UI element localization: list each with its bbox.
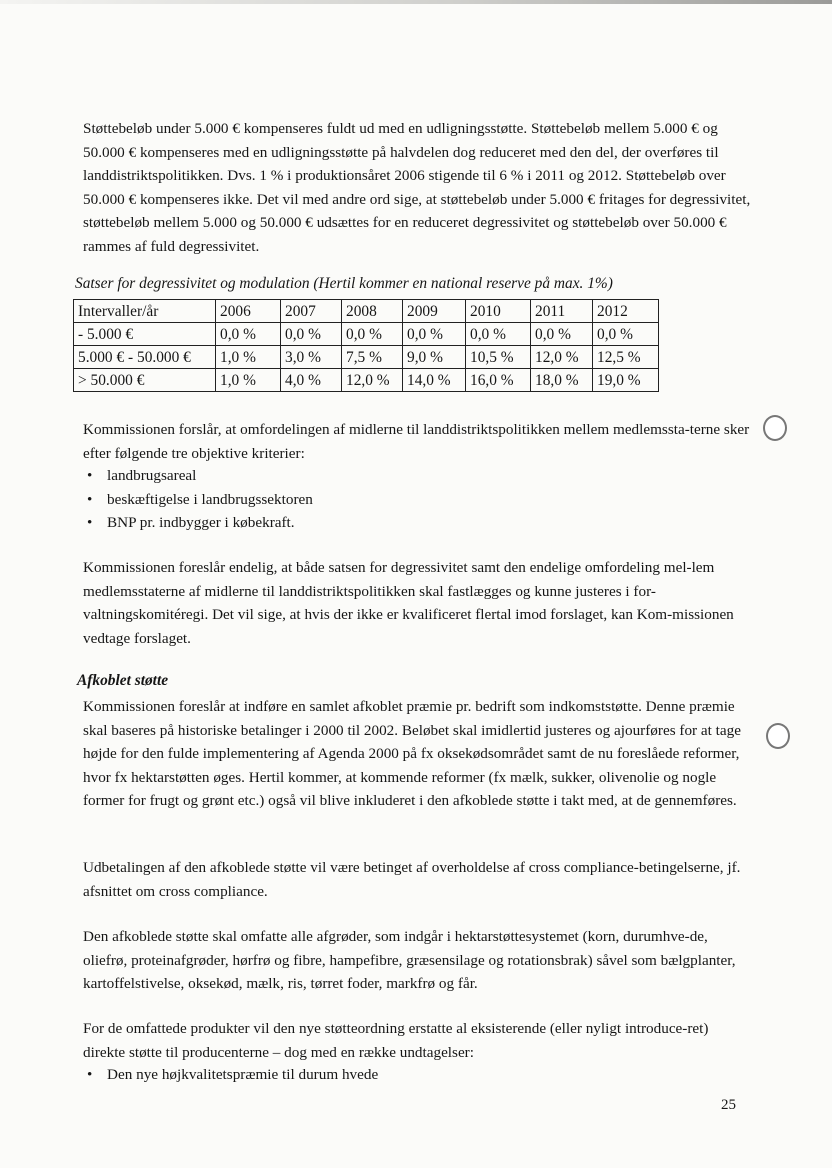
- table-cell: 5.000 € - 50.000 €: [74, 346, 216, 369]
- table-cell: - 5.000 €: [74, 323, 216, 346]
- page-number: 25: [721, 1097, 736, 1113]
- table-cell: 12,5 %: [593, 346, 659, 369]
- table-cell: 10,5 %: [466, 346, 531, 369]
- table-caption: Satser for degressivitet og modulation (Hertil kommer en national reserve på max. 1%): [75, 275, 613, 292]
- paragraph-omfordeling: Kommissionen forslår, at omfordelingen af midlerne til landdistriktspolitikken mellem medlemssta-terne sker efter følgende tre objektive kriterier:: [83, 421, 750, 462]
- table-cell: 0,0 %: [531, 323, 593, 346]
- table-cell: 0,0 %: [281, 323, 342, 346]
- table-row: [74, 369, 659, 392]
- table-cell: 3,0 %: [281, 346, 342, 369]
- table-cell: 12,0 %: [342, 369, 403, 392]
- table-cell: 14,0 %: [403, 369, 466, 392]
- table-cell: 0,0 %: [466, 323, 531, 346]
- table-header-cell: 2012: [593, 300, 659, 323]
- table-cell: 7,5 %: [342, 346, 403, 369]
- table-header-cell: 2008: [342, 300, 403, 323]
- table-header-cell: 2006: [216, 300, 281, 323]
- table-header-cell: 2009: [403, 300, 466, 323]
- paragraph-endelig: Kommissionen foreslår endelig, at både satsen for degressivitet samt den endelige omfordeling mel-lem medlemsstaterne af midlerne til landdistriktspolitikken skal fastlægges og kunne justeres i for-valtningskomitéregi. Det vil sige, at hvis der ikke er kvalificeret flertal imod forslaget, kan Kom-missionen vedtage forslaget.: [83, 559, 734, 647]
- list-item: • landbrugsareal: [83, 464, 313, 488]
- table-header-row: [74, 300, 659, 323]
- table-cell: 1,0 %: [216, 346, 281, 369]
- scan-top-edge: [0, 0, 832, 4]
- table-header-cell: Intervaller/år: [74, 300, 216, 323]
- punch-hole-upper: [763, 415, 787, 441]
- criteria-list: [83, 464, 313, 535]
- table-cell: 19,0 %: [593, 369, 659, 392]
- table-row: [74, 346, 659, 369]
- paragraph-omfattede-produkter: For de omfattede produkter vil den nye støtteordning erstatte al eksisterende (eller nyligt introduce-ret) direkte støtte til producenterne – dog med en række undtagelser:: [83, 1020, 709, 1061]
- table-cell: 9,0 %: [403, 346, 466, 369]
- table-cell: 0,0 %: [216, 323, 281, 346]
- table-cell: > 50.000 €: [74, 369, 216, 392]
- table-cell: 0,0 %: [593, 323, 659, 346]
- table-header-cell: 2011: [531, 300, 593, 323]
- table-header-cell: 2010: [466, 300, 531, 323]
- table-cell: 16,0 %: [466, 369, 531, 392]
- paragraph-udbetaling: Udbetalingen af den afkoblede støtte vil være betinget af overholdelse af cross compliance-betingelserne, jf. afsnittet om cross compliance.: [83, 859, 741, 900]
- paragraph-afkoblet-praemie: Kommissionen foreslår at indføre en samlet afkoblet præmie pr. bedrift som indkomststøtte. Denne præmie skal baseres på historiske betalinger i 2000 til 2002. Beløbet skal imidlertid justeres og ajourføres for at tage højde for den fulde implementering af Agenda 2000 på fx oksekødsområdet samt de nu foreslåede reformer, hvor fx hektarstøtten øges. Hertil kommer, at kommende reformer (fx mælk, sukker, olivenolie og nogle former for frugt og grønt etc.) også vil blive inkluderet i den afkoblede støtte i takt med, at de gennemføres.: [83, 698, 741, 809]
- table-cell: 4,0 %: [281, 369, 342, 392]
- list-item: • BNP pr. indbygger i købekraft.: [83, 511, 313, 535]
- section-heading: Afkoblet støtte: [77, 672, 169, 689]
- paragraph-afgroder: Den afkoblede støtte skal omfatte alle afgrøder, som indgår i hektarstøttesystemet (korn, durumhve-de, oliefrø, proteinafgrøder, hørfrø og fibre, hampefibre, græsensilage og rotationsbrak) såvel som bælgplanter, kartoffelstivelse, oksekød, mælk, ris, tørret foder, markfrø og får.: [83, 928, 736, 992]
- table-cell: 18,0 %: [531, 369, 593, 392]
- list-item: • beskæftigelse i landbrugssektoren: [83, 488, 313, 512]
- list-item: • Den nye højkvalitetspræmie til durum hvede: [83, 1063, 378, 1087]
- table-cell: 0,0 %: [342, 323, 403, 346]
- table-cell: 12,0 %: [531, 346, 593, 369]
- table-header-cell: 2007: [281, 300, 342, 323]
- table-cell: 1,0 %: [216, 369, 281, 392]
- table-cell: 0,0 %: [403, 323, 466, 346]
- degressivity-table: [73, 299, 659, 392]
- table-row: [74, 323, 659, 346]
- exceptions-list: [83, 1063, 378, 1087]
- paragraph-stottebelob: Støttebeløb under 5.000 € kompenseres fuldt ud med en udligningsstøtte. Støttebeløb mellem 5.000 € og 50.000 € kompenseres med en udligningsstøtte på halvdelen dog reduceret med den del, der overføres til landdistriktspolitikken. Dvs. 1 % i produktionsåret 2006 stigende til 6 % i 2011 og 2012. Støttebeløb over 50.000 € kompenseres ikke. Det vil med andre ord sige, at støttebeløb under 5.000 € fritages for degressivitet, støttebeløb mellem 5.000 og 50.000 € udsættes for en reduceret degressivitet og støttebeløb over 50.000 € rammes af fuld degressivitet.: [83, 120, 751, 255]
- punch-hole-lower: [766, 723, 790, 749]
